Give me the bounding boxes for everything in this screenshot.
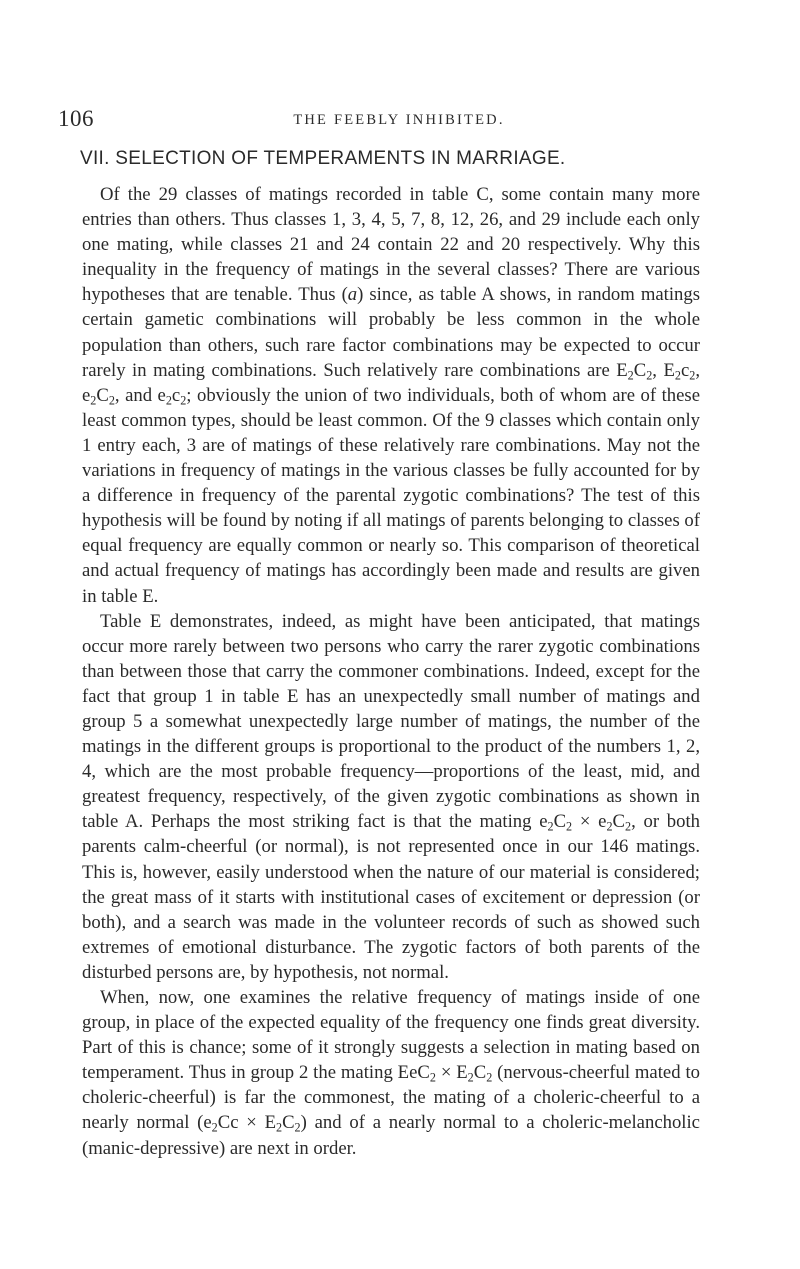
- body-text: [82, 182, 700, 1161]
- page-header: [58, 106, 740, 136]
- paragraph: Table E demonstrates, indeed, as might have been anticipated, that matings occur more rarely between two persons who carry the rarer zygotic combinations than between those that carry the commoner combinations. Indeed, except for the fact that group 1 in table E has an unexpectedly small number of matings and group 5 a somewhat unexpectedly large number of matings, the number of the matings in the different groups is proportional to the product of the numbers 1, 2, 4, which are the most probable frequency—proportions of the least, mid, and greatest frequency, respectively, of the given zygotic combinations as shown in table A. Perhaps the most striking fact is that the mating $e_2C_2 \times e_2C_2$, or both parents calm-cheerful (or normal), is not represented once in our 146 matings. This is, however, easily understood when the nature of our material is considered; the great mass of it starts with institutional cases of excitement or depression (or both), and a search was made in the volunteer records of such as showed such extremes of emotional disturbance. The zygotic factors of both parents of the disturbed persons are, by hypothesis, not normal.: [82, 610, 700, 983]
- running-head: THE FEEBLY INHIBITED.: [293, 112, 505, 128]
- page-number: 106: [58, 106, 94, 131]
- paragraph: Of the 29 classes of matings recorded in table C, some contain many more entries than others. Thus classes 1, 3, 4, 5, 7, 8, 12, 26, and 29 include each only one mating, while classes 21 and 24 contain 22 and 20 respectively. Why this inequality in the frequency of matings in the several classes? There are various hypotheses that are tenable. Thus (a) since, as table A shows, in random matings certain gametic combinations will probably be less common in the whole population than others, such rare factor combinations may be expected to occur rarely in mating combinations. Such relatively rare combinations are $E_2C_2$, $E_2c_2$, $e_2C_2$, and $e_2c_2$; obviously the union of two individuals, both of whom are of these least common types, should be least common. Of the 9 classes which contain only 1 entry each, 3 are of matings of these relatively rare combinations. May not the variations in frequency of matings in the various classes be fully accounted for by a difference in frequency of the parental zygotic combinations? The test of this hypothesis will be found by noting if all matings of parents belonging to classes of equal frequency are equally common or nearly so. This comparison of theoretical and actual frequency of matings has accordingly been made and results are given in table E.: [82, 184, 700, 607]
- paragraph: When, now, one examines the relative frequency of matings inside of one group, in place of the expected equality of the frequency one finds great diversity. Part of this is chance; some of it strongly suggests a selection in mating based on temperament. Thus in group 2 the mating $EeC_2 \times E_2C_2$ (nervous-cheerful mated to choleric-cheerful) is far the commonest, the mating of a choleric-cheerful to a nearly normal $(e_2Cc \times E_2C_2)$ and of a nearly normal to a choleric-melancholic (manic-depressive) are next in order.: [82, 987, 700, 1159]
- section-title: VII. SELECTION OF TEMPERAMENTS IN MARRIAGE.: [80, 148, 566, 169]
